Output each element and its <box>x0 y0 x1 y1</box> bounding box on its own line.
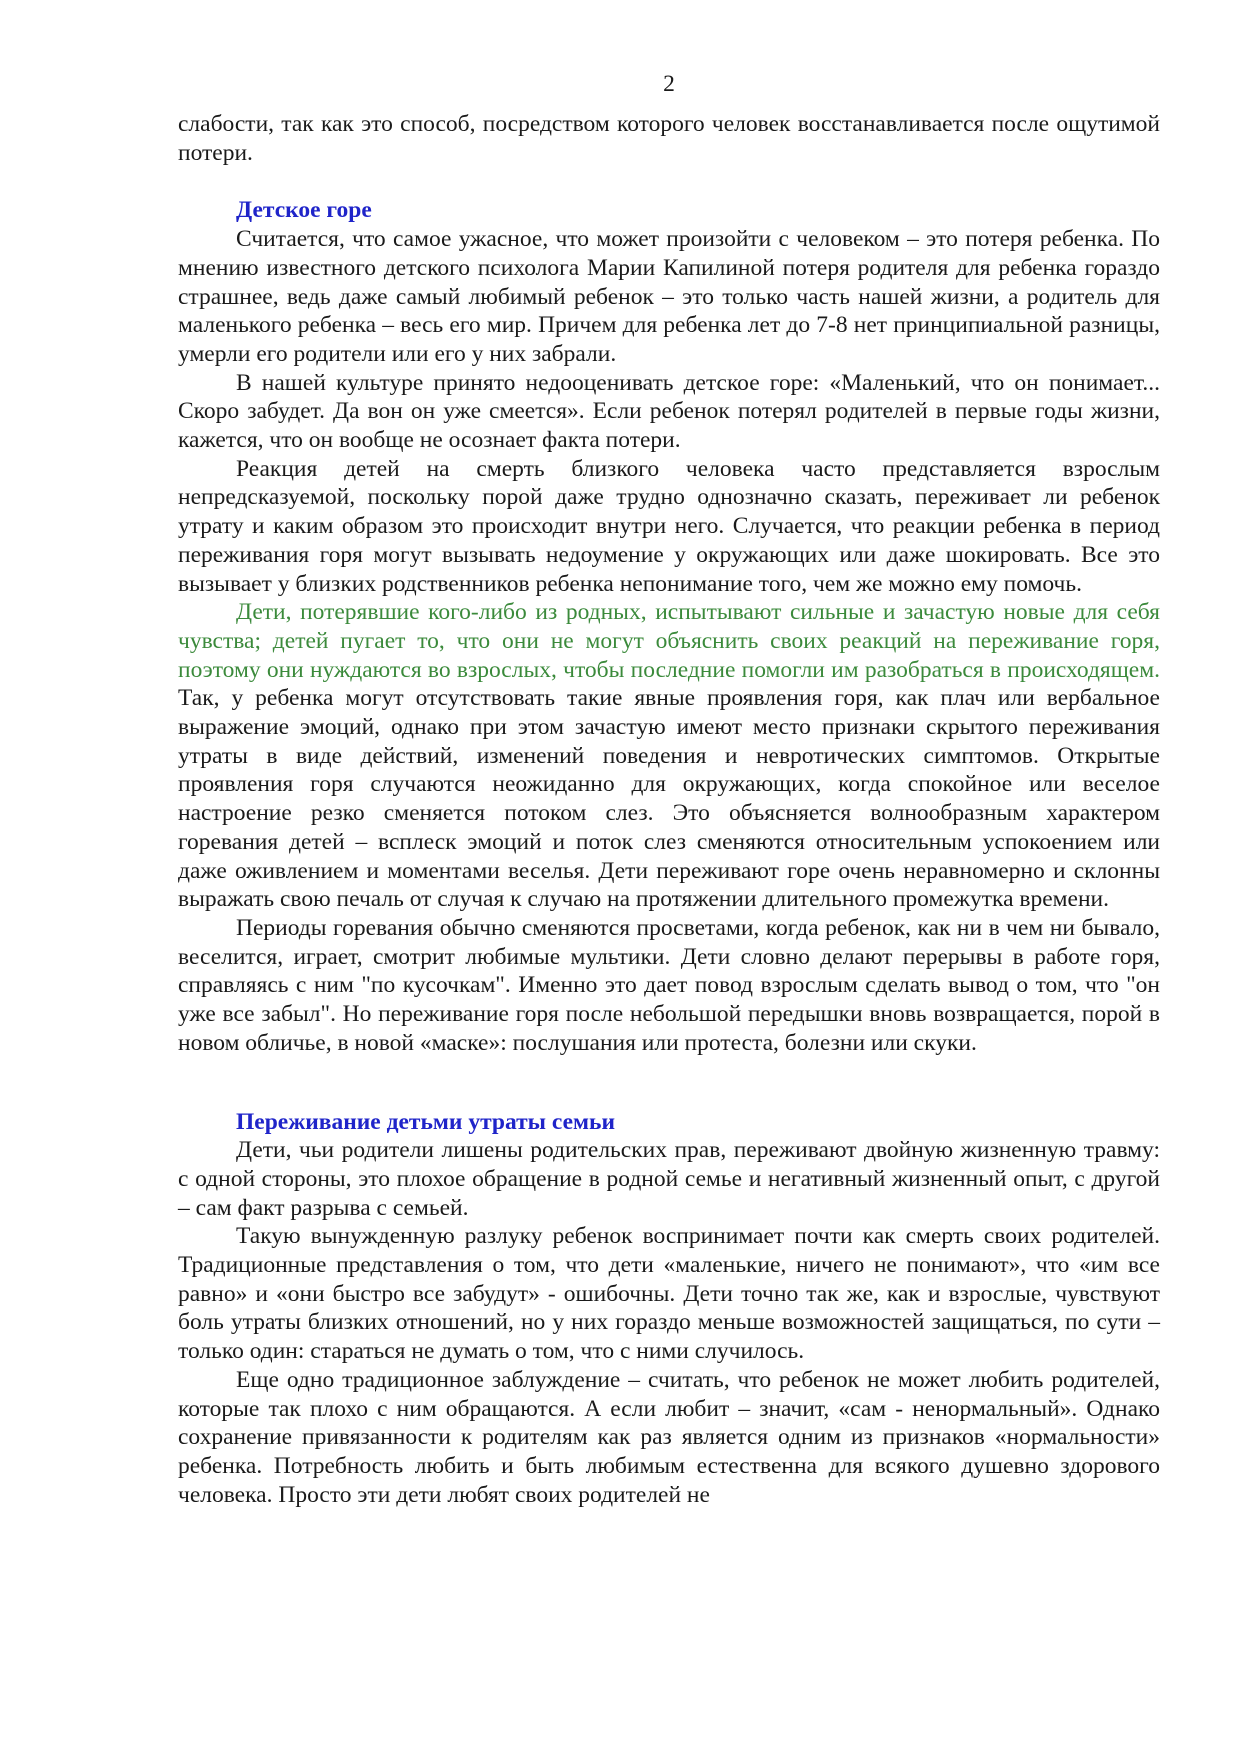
section-heading: Переживание детьми утраты семьи <box>236 1108 616 1135</box>
paragraph: Считается, что самое ужасное, что может произойти с человеком – это потеря ребенка. По мнению известного детского психолога Марии Капилиной потеря родителя для ребенка гораздо страшнее, ведь даже самый любимый ребенок – это только часть нашей жизни, а родитель для маленького ребенка – весь его мир. Причем для ребенка лет до 7-8 нет принципиальной разницы, умерли его родители или его у них забрали. <box>178 226 1160 367</box>
paragraph <box>178 598 1160 914</box>
section-childhood-grief <box>178 196 1160 1057</box>
page-number: 2 <box>663 71 675 97</box>
spacer <box>178 167 1160 196</box>
paragraph: В нашей культуре принято недооценивать детское горе: «Маленький, что он понимает... Скоро забудет. Да вон он уже смеется». Если ребенок потерял родителей в первые годы жизни, кажется, что он вообще не осознает факта потери. <box>178 369 1160 454</box>
section-family-loss <box>178 1108 1160 1510</box>
intro-paragraph: слабости, так как это способ, посредством которого человек восстанавливается после ощутимой потери. <box>178 111 1160 166</box>
paragraph: Реакция детей на смерть близкого человека часто представляется взрослым непредсказуемой, поскольку порой даже трудно однозначно сказать, переживает ли ребенок утрату и каким образом это происходит внутри него. Случается, что реакции ребенка в период переживания горя могут вызывать недоумение у окружающих или даже шокировать. Все это вызывает у близких родственников ребенка непонимание того, чем же можно ему помочь. <box>178 455 1160 597</box>
paragraph: Еще одно традиционное заблуждение – считать, что ребенок не может любить родителей, которые так плохо с ним обращаются. А если любит – значит, «сам - ненормальный». Однако сохранение привязанности к родителям как раз является одним из признаков «нормальности» ребенка. Потребность любить и быть любимым естественна для всякого душевно здорового человека. Просто эти дети любят своих родителей не <box>178 1366 1160 1508</box>
document-page <box>178 70 1160 1509</box>
spacer <box>178 1058 1160 1108</box>
paragraph: Периоды горевания обычно сменяются просветами, когда ребенок, как ни в чем ни бывало, веселится, играет, смотрит любимые мультики. Дети словно делают перерывы в работе горя, справляясь с ним "по кусочкам". Именно это дает повод взрослым сделать вывод о том, что "он уже все забыл". Но переживание горя после небольшой передышки вновь возвращается, порой в новом обличье, в новой «маске»: послушания или протеста, болезни или скуки. <box>178 914 1160 1056</box>
section-heading: Детское горе <box>236 197 372 224</box>
paragraph: Такую вынужденную разлуку ребенок воспринимает почти как смерть своих родителей. Традиционные представления о том, что дети «маленькие, ничего не понимают», что «им все равно» и «они быстро все забудут» - ошибочны. Дети точно так же, как и взрослые, чувствуют боль утраты близких отношений, но у них гораздо меньше возможностей защищаться, по сути – только один: стараться не думать о том, что с ними случилось. <box>178 1223 1160 1365</box>
highlighted-text: Дети, потерявшие кого-либо из родных, испытывают сильные и зачастую новые для себя чувства; детей пугает то, что они не могут объяснить своих реакций на переживание горя, поэтому они нуждаются во взрослых, чтобы последние помогли им разобраться в происходящем. <box>178 599 1160 683</box>
paragraph: Дети, чьи родители лишены родительских прав, переживают двойную жизненную травму: с одной стороны, это плохое обращение в родной семье и негативный жизненный опыт, с другой – сам факт разрыва с семьей. <box>178 1137 1160 1221</box>
paragraph-text: Так, у ребенка могут отсутствовать такие явные проявления горя, как плач или вербальное выражение эмоций, однако при этом зачастую имеют место признаки скрытого переживания утраты в виде действий, изменений поведения и невротических симптомов. Открытые проявления горя случаются неожиданно для окружающих, когда спокойное или веселое настроение резко сменяется потоком слез. Это объясняется волнообразным характером горевания детей – всплеск эмоций и поток слез сменяются относительным успокоением или даже оживлением и моментами веселья. Дети переживают горе очень неравномерно и склонны выражать свою печаль от случая к случаю на протяжении длительного промежутка времени. <box>178 685 1160 913</box>
